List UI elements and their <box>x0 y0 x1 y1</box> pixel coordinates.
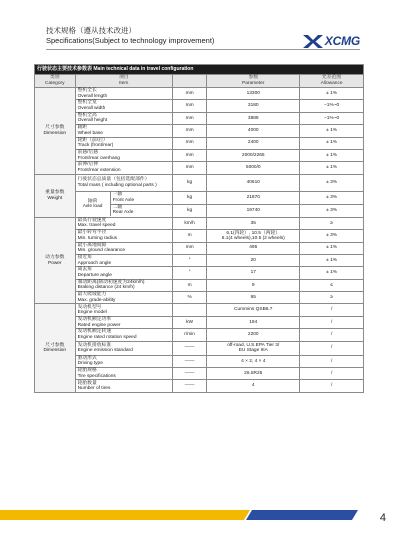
table-row: 轮胎数量 Number of tires —— 4 / <box>35 380 364 392</box>
header-title-cn: 技术规格（遵从技术改进） <box>46 26 136 35</box>
table-row: 离去角 Departure angle ° 17 ± 1% <box>35 267 364 279</box>
header-unit <box>172 75 206 88</box>
category-dimension: 尺寸参数 Dimension <box>35 88 76 175</box>
table-row: 发动机排放标准 Engine emission standard —— off-road, U.S.EPA Tier 3/ EU Stage IIIA / <box>35 341 364 355</box>
table-row: 前伸/后伸 Front/rear extension mm 5000/0 ± 1% <box>35 162 364 174</box>
table-row: 轮距（前/后） Track (front/rear) mm 2400 ± 1% <box>35 137 364 149</box>
table-row: 最小转弯半径 Min. turning radius m 6.1(四轮）, 10.5（两轮） 6.1(4 wheels),10.5 (2 wheels) ± 3% <box>35 230 364 242</box>
header-allowance: 允差范围 Allowance <box>300 75 364 88</box>
table-title: 行驶状态主要技术参数表 Main technical data in travel configuration <box>35 65 364 75</box>
header-item: 项目 Item <box>75 75 172 88</box>
table-row: 整机全宽 Overall width mm 3180 −1%~0 <box>35 100 364 112</box>
logo-text: XCMG <box>324 34 360 48</box>
footer-color-bar <box>0 510 400 520</box>
table-row: 制动距离(制动初速度为24km/h) Braking distance (24 km/h) m 9 ≤ <box>35 279 364 291</box>
table-row: 轴荷 Axle load 一轴 Front Axle 二轴 Rear Axle kg kg 21870 19740 ± 3% ± 3% <box>35 191 364 217</box>
table-header-row <box>35 75 364 88</box>
table-row: 前悬/后悬 Front/rear overhang mm 2000/2265 ± 1% <box>35 149 364 161</box>
category-weight: 重量参数 Weight <box>35 174 76 217</box>
category-power: 动力参数 Power <box>35 217 76 304</box>
header-divider <box>46 49 360 50</box>
category-dimension-2: 尺寸参数 Dimension <box>35 304 76 392</box>
spec-table <box>34 64 364 393</box>
table-row: 尺寸参数 Dimension 整机全长 Overall length mm 13300 ± 1% <box>35 88 364 100</box>
table-row: 尺寸参数 Dimension 发动机型号 Engine model Cummins QSB6.7 / <box>35 304 364 316</box>
table-row: 最小离地间隙 Min. ground clearance mm 495 ± 1% <box>35 242 364 254</box>
xcmg-logo-icon <box>303 35 323 48</box>
table-row: 轴距 Wheel base mm 4000 ± 1% <box>35 125 364 137</box>
header-title-en: Specifications(Subject to technology improvement) <box>46 36 215 45</box>
footer-bar-yellow <box>0 510 250 520</box>
page-number: 4 <box>379 512 386 524</box>
header-parameter: 参数 Parameter <box>207 75 300 88</box>
table-row: 轮胎规格 Tire specifications —— 26.5R25 / <box>35 368 364 380</box>
table-row: 重量参数 Weight 行驶状态总质量（包括选配部件） Total mass ( including optional parts ) kg 40610 ± 3% <box>35 174 364 191</box>
footer-bar-blue <box>246 510 358 520</box>
table-title-row <box>35 65 364 75</box>
table-row: 整机全高 Overall height mm 3889 −1%~0 <box>35 112 364 124</box>
table-row: 接近角 Approach angle ° 20 ± 1% <box>35 254 364 266</box>
table-row: 动力参数 Power 最高行驶速度 Max. travel speed km/h 35 ≥ <box>35 217 364 229</box>
header-category: 类别 Category <box>35 75 76 88</box>
table-row: 发动机额定功率 Rated engine power kW 194 / <box>35 316 364 328</box>
table-row: 发动机额定转速 Engine rated rotation speed r/min 2200 / <box>35 329 364 341</box>
table-row: 驱动形式 Driving type —— 4 × 2, 4 × 4 / <box>35 355 364 367</box>
axle-load-label: 轴荷 Axle load <box>76 192 111 216</box>
xcmg-logo <box>303 34 360 48</box>
table-row: 最大爬坡能力 Max. grade-ability % 65 ≥ <box>35 292 364 304</box>
